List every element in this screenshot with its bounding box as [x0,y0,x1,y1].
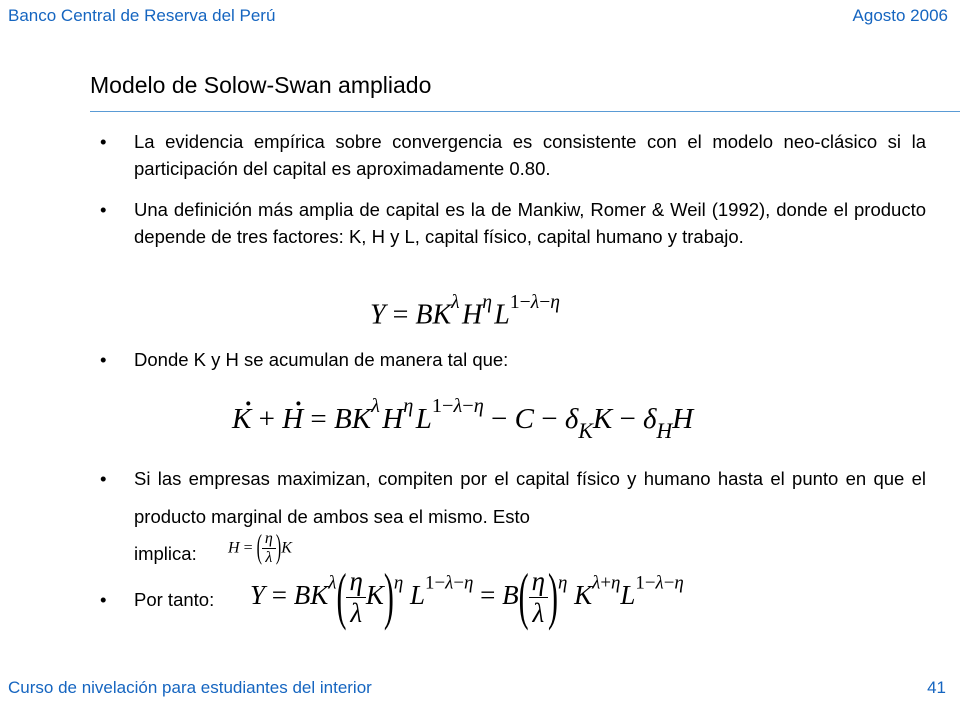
bullet-dot: • [100,131,107,152]
equation-reduced-form: $Y = BK^\lambda$( $\frac{\eta}{\lambda}$ K)$^\eta$ $L^{1-\lambda-\eta} = B$( $\frac{\eta}{\lambda}$ )$^\eta$ $K^{\lambda+\eta}L^{1-\lambda-\eta}$ [250,561,684,632]
header-date: Agosto 2006 [852,6,948,25]
bullet-dot: • [100,468,107,489]
bullet-dot: • [100,349,107,370]
footer-page-number: 41 [927,678,946,697]
bullet-accumulation [96,346,926,373]
bullet-convergence [96,128,926,182]
title-divider [90,111,960,112]
footer-course: Curso de nivelación para estudiantes del interior [8,678,372,697]
equation-h-relation: H = ( $\frac{\eta}{\lambda}$ )K [228,529,292,567]
bullet-maximization [96,460,926,536]
bullet-implica-line [96,540,236,567]
bullet-text: Si las empresas maximizan, compiten por el capital físico y humano hasta el punto en que el producto marginal de ambos sea el mismo. Esto [134,468,926,527]
bullet-dot: • [100,589,107,610]
header-institution: Banco Central de Reserva del Perú [8,6,276,25]
slide-title: Modelo de Solow-Swan ampliado [90,72,432,98]
bullet-text-implica: implica: [134,543,197,564]
equation-production: $Y = BK^\lambda$ $H^\eta$ $L^{1-\lambda-\eta}$ [370,292,561,331]
bullet-mankiw [96,196,926,250]
bullet-text: Donde K y H se acumulan de manera tal que: [134,349,509,370]
equation-accumulation: · K + · $H = BK^\lambda$ $H^\eta$ $L^{1-\lambda-\eta} - C - \delta_KK - \delta_HH$ [232,395,693,444]
bullet-text: Por tanto: [134,589,215,610]
bullet-text: La evidencia empírica sobre convergencia es consistente con el modelo neo-clásico si la participación del capital es aproximadamente 0.80. [134,131,926,179]
bullet-dot: • [100,199,107,220]
bullet-text: Una definición más amplia de capital es la de Mankiw, Romer & Weil (1992), donde el producto depende de tres factores: K, H y L, capital físico, capital humano y trabajo. [134,199,926,247]
